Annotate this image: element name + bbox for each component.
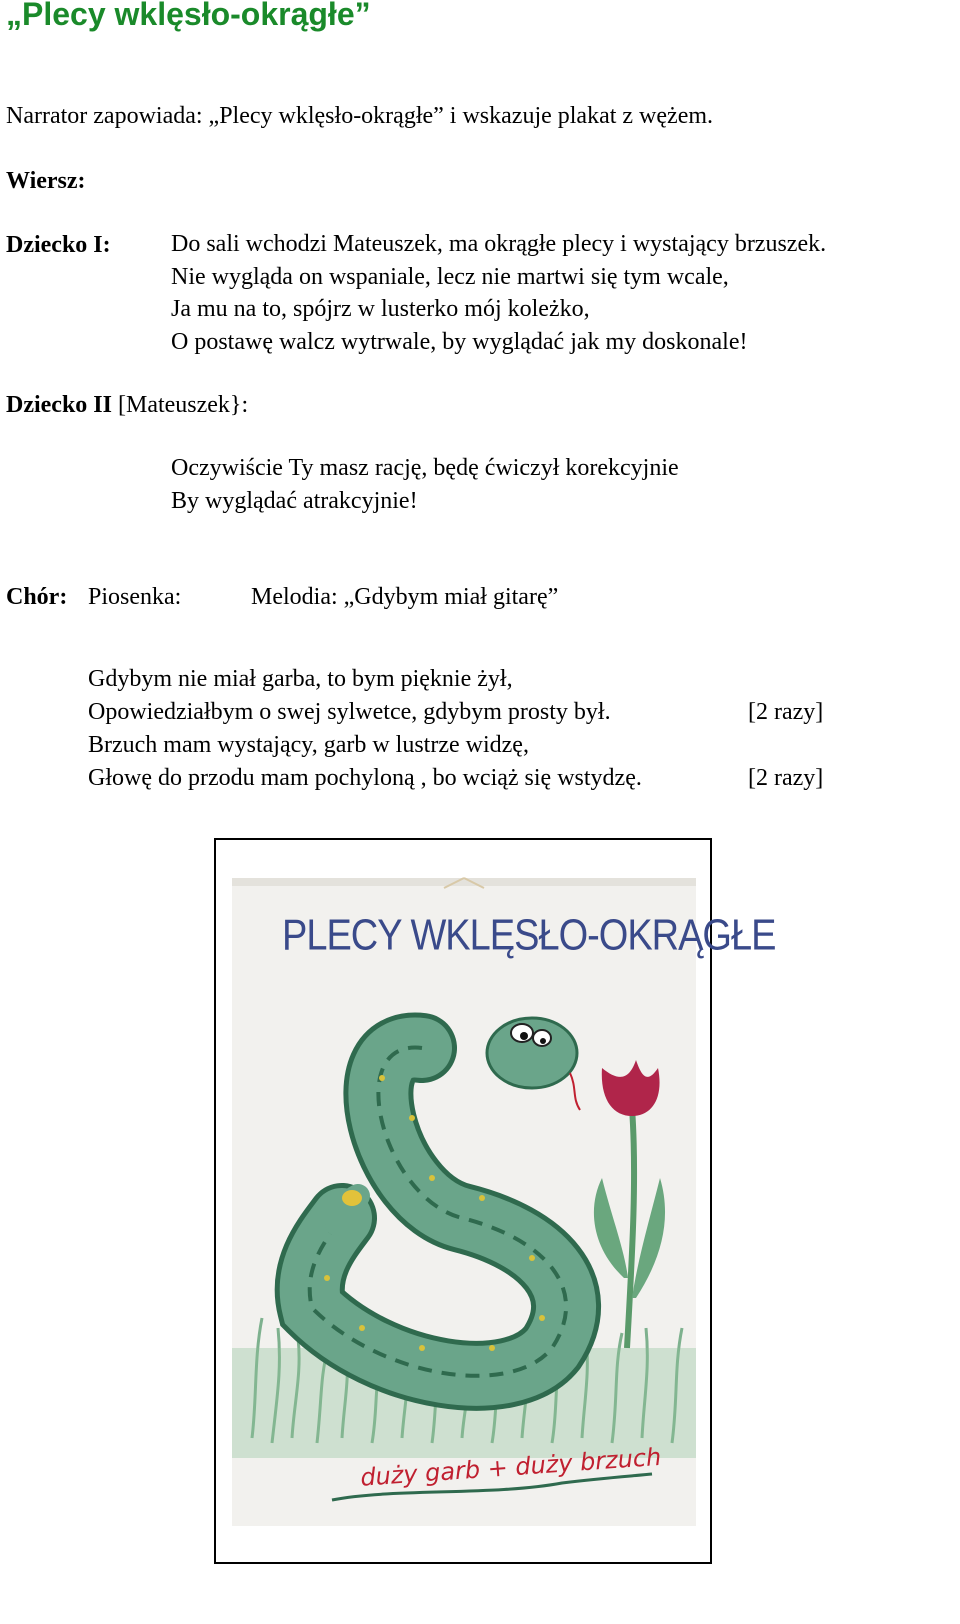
song-line: Głowę do przodu mam pochyloną , bo wciąż się wstydzę.	[88, 765, 642, 791]
song-line: Opowiedziałbym o swej sylwetce, gdybym prosty był.	[88, 699, 611, 725]
child1-verse	[171, 228, 826, 358]
poem-heading: Wiersz:	[6, 168, 86, 194]
document-title: „Plecy wklęsło-okrągłe”	[6, 0, 371, 32]
narrator-line: Narrator zapowiada: „Plecy wklęsło-okrągłe” i wskazuje plakat z wężem.	[6, 103, 714, 129]
child2-speaker-note: [Mateuszek}:	[111, 392, 249, 418]
repeat-mark: [2 razy]	[748, 765, 824, 791]
song-label: Piosenka:	[88, 584, 182, 610]
snake-poster-image	[232, 878, 776, 1526]
poster-heading: PLECY WKLĘSŁO-OKRĄGŁE	[282, 909, 776, 959]
song-line: Gdybym nie miał garba, to bym pięknie żył,	[88, 666, 513, 692]
song-line: Brzuch mam wystający, garb w lustrze widzę,	[88, 732, 529, 758]
verse-line: By wyglądać atrakcyjnie!	[171, 487, 418, 514]
melody-line: Melodia: „Gdybym miał gitarę”	[251, 584, 559, 610]
verse-line: Ja mu na to, spójrz w lusterko mój koleżko,	[171, 296, 590, 322]
repeat-mark: [2 razy]	[748, 699, 824, 725]
verse-line: O postawę walcz wytrwale, by wyglądać jak my doskonale!	[171, 328, 748, 355]
child2-speaker	[6, 389, 248, 421]
verse-line: Do sali wchodzi Mateuszek, ma okrągłe plecy i wystający brzuszek.	[171, 231, 827, 257]
child1-speaker: Dziecko I:	[6, 232, 111, 258]
child2-verse	[171, 452, 679, 517]
child2-speaker-name: Dziecko II	[6, 392, 112, 418]
verse-line: Oczywiście Ty masz rację, będę ćwiczył korekcyjnie	[171, 455, 679, 481]
choir-label: Chór:	[6, 584, 68, 610]
verse-line: Nie wygląda on wspaniale, lecz nie martwi się tym wcale,	[171, 263, 729, 290]
poster-caption: duży garb + duży brzuch	[359, 1442, 663, 1492]
song-lyrics	[88, 663, 848, 795]
